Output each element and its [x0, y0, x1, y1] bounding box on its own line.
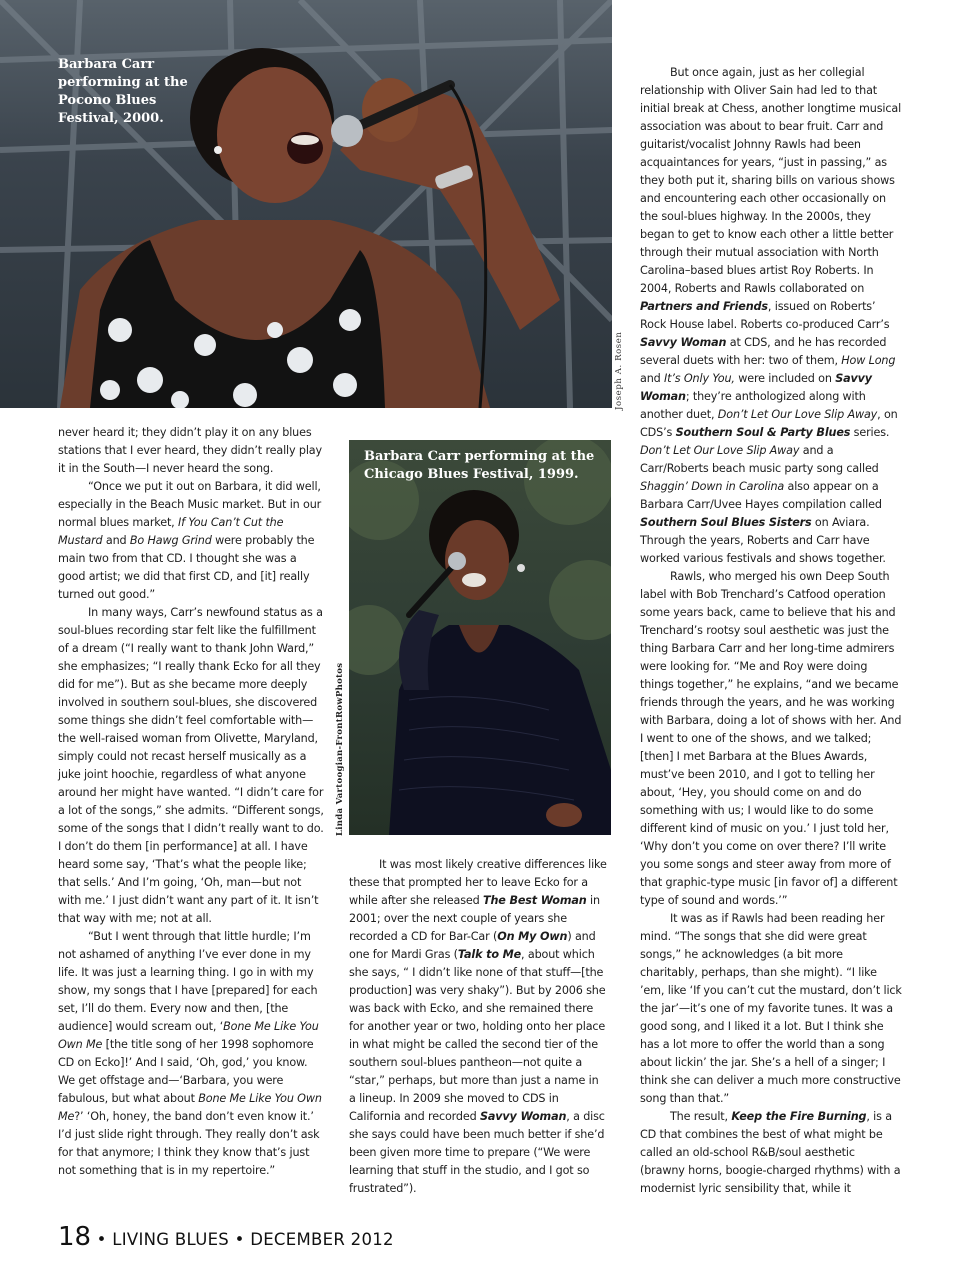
photo-mid-credit: Linda Vartoogian-FrontRowPhotos — [335, 662, 345, 836]
article-column-2 — [349, 856, 607, 1198]
photo-barbara-carr-chicago — [349, 440, 611, 835]
photo-top-caption: Barbara Carr performing at the Pocono Blues Festival, 2000. — [58, 57, 188, 126]
album-title: Southern Soul & Party Blues — [675, 426, 851, 439]
photo-mid-illustration — [349, 440, 611, 835]
paragraph: Rawls, who merged his own Deep South label with Bob Trenchard’s Catfood operation some years back, came to believe that his and Trenchard’s rootsy soul aesthetic was just the thing Barbara Carr and her long-time admirers were looking for. “Me and Roy were doing things together,” he explains, “and we became friends through the years, and he was working with Barbara, doing a lot of shows with her. And I went to one of the shows, and we talked; [then] I met Barbara at the Blues Awards, must’ve been 2010, and I got to telling her about, ‘Hey, you should come on and do something with us; I would like to do some different kind of music on you.’ I just told her, ‘Why don’t you come on over there? I’ll write you some songs and steer away from more of that graphic-type music [in favor of] a different type of sound and words.’” — [640, 570, 902, 907]
running-head: • LIVING BLUES • DECEMBER 2012 — [91, 1230, 394, 1249]
paragraph: never heard it; they didn’t play it on any blues stations that I ever heard, they didn’t really play it in the South—I never heard the song. — [58, 426, 322, 475]
album-title: Savvy Woman — [640, 336, 727, 349]
song-title: Bone Me Like You Own Me — [58, 1092, 322, 1123]
album-title: Savvy Woman — [640, 372, 872, 403]
paragraph: The result, Keep the Fire Burning, is a CD that combines the best of what might be called an old-school R&B/soul aesthetic (brawny horns, boogie-charged rhythms) with a modernist lyric sensibility that, while it — [640, 1110, 901, 1195]
song-title: How Long — [841, 354, 896, 367]
article-column-3 — [640, 64, 902, 1198]
article-column-1 — [58, 424, 326, 1180]
paragraph: It was most likely creative differences like these that prompted her to leave Ecko for a while after she released The Best Woman in 2001; over the next couple of years she recorded a CD for Bar-Car (On My Own) and one for Mardi Gras (Talk to Me, about which she says, “ I didn’t like none of that stuff—[the production] was very shaky”). But by 2006 she was back with Ecko, and she remained there for another year or two, holding onto her place in what might be called the second tier of the southern soul-blues pantheon—not quite a “star,” perhaps, but more than just a name in a lineup. In 2009 she moved to CDS in California and recorded Savvy Woman, a disc she says could have been much better if she’d been given more time to prepare (“We were learning that stuff in the studio, and I got so frustrated”). — [349, 858, 607, 1195]
paragraph: It was as if Rawls had been reading her mind. “The songs that she did were great songs,” he acknowledges (a bit more charitably, perhaps, than she might). “I like ’em, like ‘If you can’t cut the mustard, don’t lick the jar’—it’s one of my favorite tunes. It was a good song, and I liked it a lot. But I think she has a lot more to offer the world than a song about lickin’ the jar. She’s a hell of a singer; I think she can deliver a much more constructive song than that.” — [640, 912, 902, 1105]
song-title: It’s Only You, — [664, 372, 735, 385]
song-title: Bone Me Like You Own Me — [58, 1020, 319, 1051]
paragraph: “Once we put it out on Barbara, it did well, especially in the Beach Music market. But in our normal blues market, If You Can’t Cut the Mustard and Bo Hawg Grind were probably the main two from that CD. I thought she was a good artist; we did that first CD, and [it] really turned out good.” — [58, 480, 322, 601]
album-title: Savvy Woman — [479, 1110, 567, 1123]
album-title: On My Own — [497, 930, 568, 943]
page-number: 18 — [58, 1222, 92, 1252]
page-footer — [58, 1222, 394, 1256]
paragraph: “But I went through that little hurdle; I’m not ashamed of anything I’ve ever done in my life. It was just a learning thing. I go in with my show, my songs that I have [prepared] for each set, I’ll do them. Every now and then, [the audience] would scream out, ‘Bone Me Like You Own Me [the title song of her 1998 sophomore CD on Ecko]!’ And I said, ‘Oh, god,’ you know. We get offstage and—‘Barbara, you were fabulous, but what about Bone Me Like You Own Me?’ ‘Oh, honey, the band don’t even know it.’ I’d just slide right through. They really don’t ask for that anymore; I think they know that’s just not something that is in my repertoire.” — [58, 930, 322, 1177]
paragraph: But once again, just as her collegial relationship with Oliver Sain had led to that initial break at Chess, another longtime musical association was about to bear fruit. Carr and guitarist/vocalist Johnny Rawls had been acquaintances for years, “just in passing,” as they both put it, sharing bills on various shows and encountering each other occasionally on the soul-blues highway. In the 2000s, they began to get to know each other a little better through their mutual association with North Carolina–based blues artist Roy Roberts. In 2004, Roberts and Rawls collaborated on Partners and Friends, issued on Roberts’ Rock House label. Roberts co-produced Carr’s Savvy Woman at CDS, and he has recorded several duets with her: two of them, How Long and It’s Only You, were included on Savvy Woman; they’re anthologized along with another duet, Don’t Let Our Love Slip Away, on CDS’s Southern Soul & Party Blues series. Don’t Let Our Love Slip Away and a Carr/Roberts beach music party song called Shaggin’ Down in Carolina also appear on a Barbara Carr/Uvee Hayes compilation called Southern Soul Blues Sisters on Aviara. Through the years, Roberts and Carr have worked various festivals and shows together. — [640, 66, 902, 565]
song-title: If You Can’t Cut the Mustard — [58, 516, 284, 547]
album-title: The Best Woman — [482, 894, 587, 907]
song-title: Don’t Let Our Love Slip Away — [640, 444, 800, 457]
album-title: Southern Soul Blues Sisters — [640, 516, 812, 529]
album-title: Keep the Fire Burning — [731, 1110, 867, 1123]
album-title: Partners and Friends — [640, 300, 768, 313]
song-title: Don’t Let Our Love Slip Away — [717, 408, 878, 421]
photo-top-credit: Joseph A. Rosen — [614, 331, 624, 410]
album-title: Talk to Me — [457, 948, 522, 961]
song-title: Shaggin’ Down in Carolina — [640, 480, 785, 493]
paragraph: In many ways, Carr’s newfound status as a soul-blues recording star felt like the fulfillment of a dream (“I really want to thank John Ward,” she emphasizes; “I really thank Ecko for all they did for me”). But as she became more deeply involved in southern soul-blues, she discovered some things she didn’t feel comfortable with—the well-raised woman from Olivette, Maryland, simply could not recast herself musically as a juke joint hoochie, regardless of what anyone around her might have wanted. “I didn’t care for a lot of the songs,” she admits. “Different songs, some of the songs that I didn’t really want to do. I don’t do them [in performance] at all. I have heard some say, ‘That’s what the people like; that sells.’ And I’m going, ‘Oh, man—but not with me.’ I just didn’t want any part of it. It isn’t that way with me; not at all. — [58, 606, 324, 925]
photo-mid-caption: Barbara Carr performing at the Chicago Blues Festival, 1999. — [364, 449, 595, 482]
song-title: Bo Hawg Grind — [129, 534, 212, 547]
